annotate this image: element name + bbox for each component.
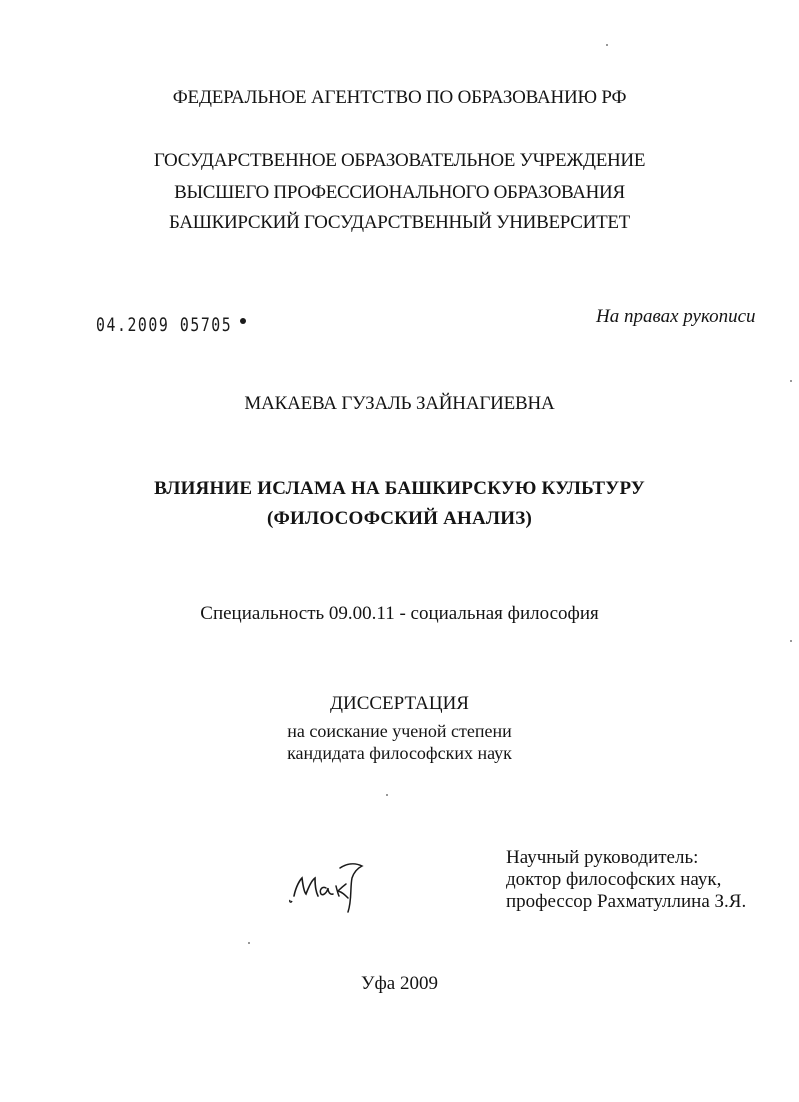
institution-line-2: ВЫСШЕГО ПРОФЕССИОНАЛЬНОГО ОБРАЗОВАНИЯ — [174, 182, 625, 203]
institution-line-1: ГОСУДАРСТВЕННОЕ ОБРАЗОВАТЕЛЬНОЕ УЧРЕЖДЕНИЕ — [153, 150, 646, 171]
archive-stamp-number: 04.2009 05705 — [96, 314, 233, 336]
advisor-name: профессор Рахматуллина З.Я. — [506, 891, 747, 912]
scan-speck — [248, 942, 250, 944]
handwritten-signature — [286, 856, 372, 916]
scan-speck — [386, 794, 388, 796]
stamp-dot — [240, 318, 246, 324]
dissertation-heading: ДИССЕРТАЦИЯ — [330, 693, 469, 714]
scan-speck — [606, 44, 608, 46]
thesis-title-line-1: ВЛИЯНИЕ ИСЛАМА НА БАШКИРСКУЮ КУЛЬТУРУ — [154, 478, 645, 499]
thesis-title-line-2: (ФИЛОСОФСКИЙ АНАЛИЗ) — [267, 508, 532, 529]
dissertation-purpose-line-1: на соискание ученой степени — [287, 721, 512, 741]
dissertation-purpose-line-2: кандидата философских наук — [287, 743, 512, 763]
institution-line-3: БАШКИРСКИЙ ГОСУДАРСТВЕННЫЙ УНИВЕРСИТЕТ — [168, 212, 630, 233]
agency-name: ФЕДЕРАЛЬНОЕ АГЕНТСТВО ПО ОБРАЗОВАНИЮ РФ — [172, 87, 627, 108]
scan-speck — [790, 640, 792, 642]
specialty: Специальность 09.00.11 - социальная философия — [200, 603, 599, 624]
author-name: МАКАЕВА ГУЗАЛЬ ЗАЙНАГИЕВНА — [244, 393, 555, 414]
scan-speck — [790, 380, 792, 382]
advisor-degree: доктор философских наук, — [506, 869, 722, 890]
city-year: Уфа 2009 — [361, 973, 438, 994]
manuscript-rights-note: На правах рукописи — [596, 306, 756, 327]
advisor-label: Научный руководитель: — [506, 847, 699, 868]
